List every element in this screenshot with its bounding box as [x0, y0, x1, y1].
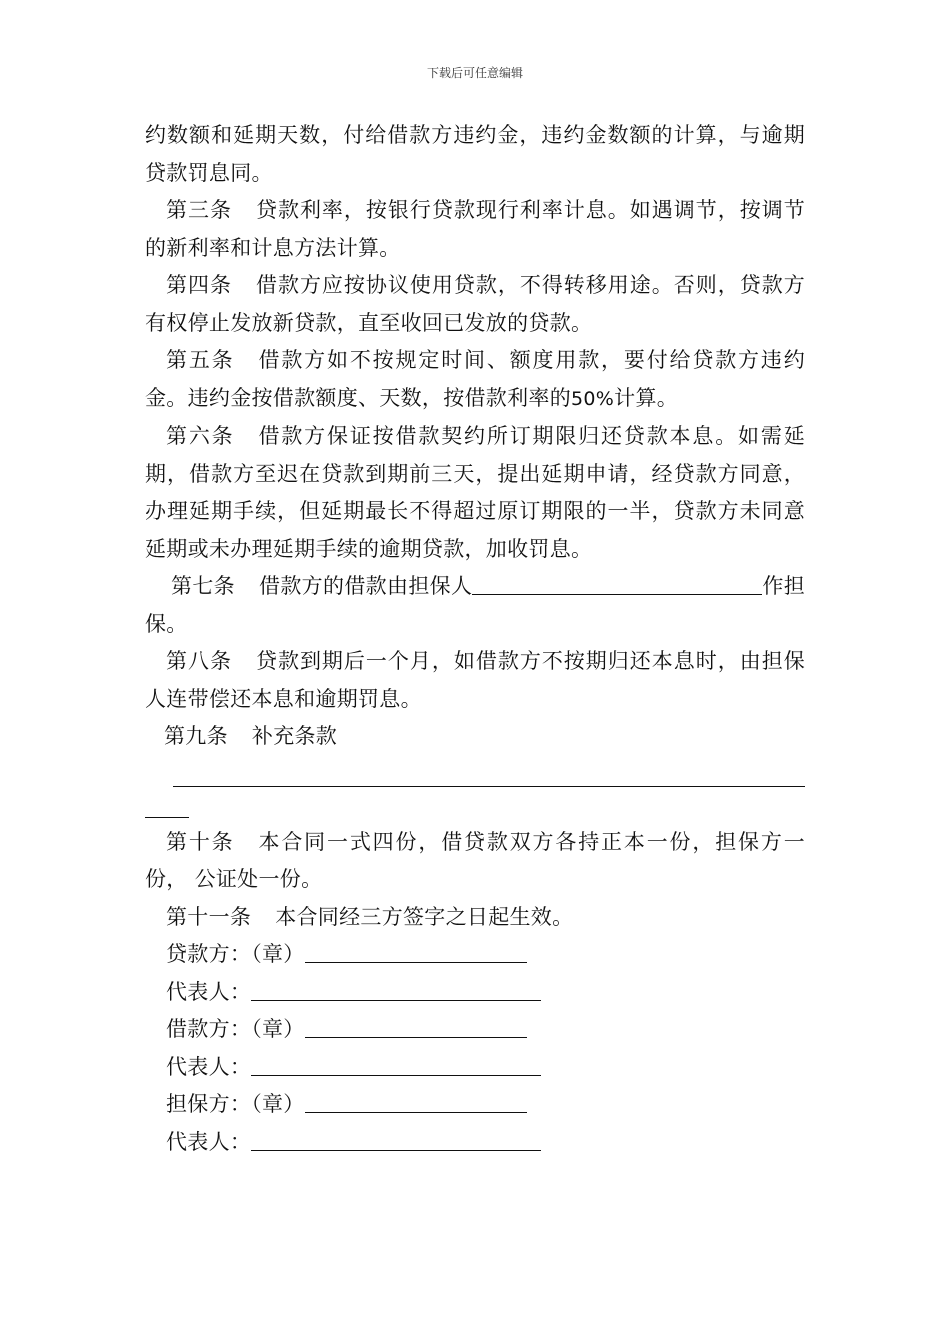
clause-8: [145, 643, 805, 718]
lender-label: 贷款方：（章）: [166, 942, 305, 966]
guarantor-rep-signature: [145, 1124, 805, 1162]
clause-3-number: 第三条: [166, 198, 232, 222]
clause-4-text: 借款方应按协议使用贷款，不得转移用途。否则，贷款方有权停止发放新贷款，直至收回已发放的贷款。: [145, 273, 805, 335]
lender-rep-signature: [145, 974, 805, 1012]
clause-9-number: 第九条: [164, 724, 228, 748]
clause-5-text-end: 计算。: [614, 385, 679, 410]
borrower-signature: [145, 1011, 805, 1049]
clause-11-text: 本合同经三方签字之日起生效。: [275, 904, 574, 929]
borrower-rep-label: 代表人：: [166, 1054, 252, 1079]
clause-6-text: 借款方保证按借款契约所订期限归还贷款本息。如需延期，借款方至迟在贷款到期前三天，提出延期申请，经贷款方同意，办理延期手续，但延期最长不得超过原订期限的一半，贷款方未同意延期或未办理延期手续的逾期贷款，加收罚息。: [145, 424, 806, 561]
clause-3: [145, 192, 805, 267]
clause-11: [145, 899, 805, 937]
clause-7-number: 第七条: [171, 574, 235, 598]
borrower-rep-signature: [145, 1049, 805, 1087]
guarantor-label: 担保方：（章）: [166, 1092, 305, 1116]
clause-6: [145, 418, 805, 568]
page-header: 下载后可任意编辑: [426, 66, 523, 80]
lender-rep-label: 代表人：: [166, 979, 252, 1004]
clause-8-number: 第八条: [166, 649, 232, 673]
guarantor-seal-blank[interactable]: [305, 1088, 527, 1113]
clause-10: [145, 824, 805, 899]
clause-9: [145, 718, 805, 756]
lender-seal-blank[interactable]: [305, 938, 527, 963]
borrower-label: 借款方：（章）: [166, 1017, 305, 1041]
clause-7-text: 借款方的借款由担保人: [259, 574, 473, 598]
clause-10-number: 第十条: [166, 829, 235, 854]
clause-8-text: 贷款到期后一个月，如借款方不按期归还本息时，由担保人连带偿还本息和逾期罚息。: [145, 649, 805, 711]
clause-10-text: 本合同一式四份，借贷款双方各持正本一份，担保方一份， 公证处一份。: [145, 829, 806, 891]
clause-6-number: 第六条: [166, 424, 235, 448]
clause-5-percent: 50%: [571, 387, 615, 410]
contract-body: [145, 117, 805, 1161]
guarantor-rep-label: 代表人：: [166, 1129, 252, 1154]
guarantor-name-blank[interactable]: [472, 570, 762, 595]
clause-11-number: 第十一条: [166, 904, 252, 929]
borrower-rep-blank[interactable]: [251, 1051, 541, 1076]
clause-5-text: 借款方如不按规定时间、额度用款，要付给贷款方违约金。违约金按借款额度、天数，按借款利率的: [145, 348, 806, 410]
clause-9-text: 补充条款: [251, 724, 338, 748]
clause-7-text-end: 作担保。: [145, 574, 805, 636]
lender-signature: [145, 936, 805, 974]
guarantor-rep-blank[interactable]: [251, 1126, 541, 1151]
clause-2-continuation: 约数额和延期天数，付给借款方违约金，违约金数额的计算，与逾期贷款罚息同。: [145, 123, 805, 185]
borrower-seal-blank[interactable]: [305, 1013, 527, 1038]
clause-5-number: 第五条: [166, 348, 235, 372]
lender-rep-blank[interactable]: [251, 976, 541, 1001]
clause-4-number: 第四条: [166, 273, 232, 297]
clause-5: [145, 342, 805, 418]
clause-7: [145, 568, 805, 643]
clause-4: [145, 267, 805, 342]
clause-3-text: 贷款利率，按银行贷款现行利率计息。如遇调节，按调节的新利率和计息方法计算。: [145, 198, 805, 260]
guarantor-signature: [145, 1086, 805, 1124]
supplementary-terms-blank-end[interactable]: [145, 787, 189, 818]
supplementary-terms-blank[interactable]: [173, 756, 805, 787]
